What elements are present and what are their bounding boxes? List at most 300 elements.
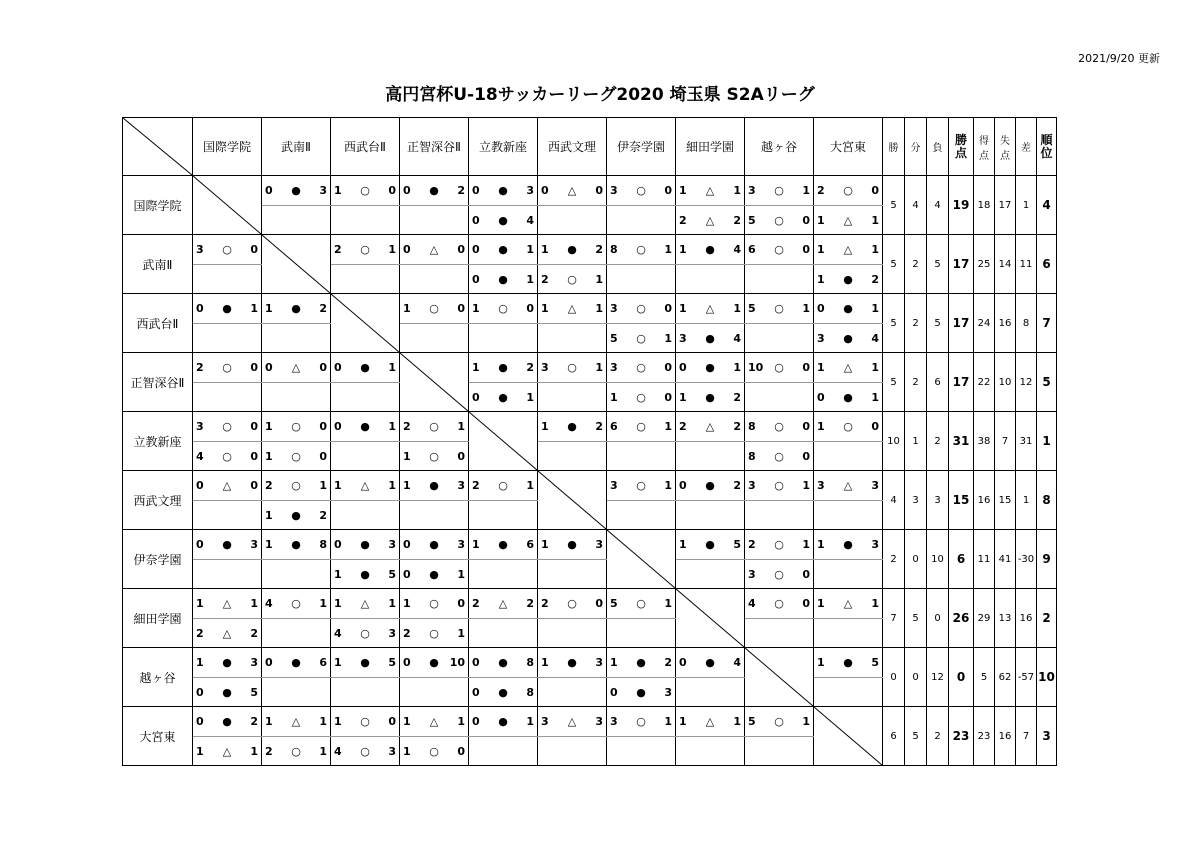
match-result-first — [331, 353, 400, 383]
stat-rank: 10 — [1037, 648, 1057, 707]
score-line — [676, 361, 744, 374]
match-result-second — [193, 737, 262, 766]
match-result-second — [400, 324, 469, 353]
match-result-second — [262, 324, 331, 353]
score-line — [538, 597, 606, 610]
match-result-second — [538, 678, 607, 707]
match-result-first — [469, 707, 538, 737]
score-away: 4 — [733, 243, 742, 256]
stat-header-goals-for-line2: 点 — [979, 150, 989, 162]
result-symbol: ● — [360, 538, 370, 551]
score-home: 0 — [196, 302, 204, 315]
match-result-second — [469, 501, 538, 530]
result-symbol: ● — [291, 656, 301, 669]
diagonal-line — [262, 235, 330, 293]
score-home: 1 — [196, 597, 204, 610]
score-line — [331, 361, 399, 374]
score-away: 1 — [871, 243, 880, 256]
score-home: 3 — [610, 715, 618, 728]
score-home: 1 — [817, 656, 825, 669]
score-line — [331, 184, 399, 197]
score-home: 2 — [472, 479, 480, 492]
match-result-first — [538, 530, 607, 560]
score-line — [538, 538, 606, 551]
score-away: 4 — [733, 656, 742, 669]
score-home: 1 — [679, 243, 687, 256]
match-result-first — [331, 235, 400, 265]
result-symbol: ○ — [774, 538, 784, 551]
updated-date: 2021/9/20 更新 — [1078, 52, 1160, 65]
self-match-cell — [331, 294, 400, 353]
match-result-second — [331, 619, 400, 648]
stat-d: 2 — [905, 235, 927, 294]
match-result-first — [331, 412, 400, 442]
score-home: 4 — [334, 626, 342, 640]
stat-diff: 8 — [1016, 294, 1037, 353]
match-result-first — [745, 471, 814, 501]
score-home: 0 — [817, 302, 825, 315]
score-home: 1 — [541, 302, 549, 315]
match-result-second — [745, 383, 814, 412]
match-result-second — [193, 560, 262, 589]
stat-diff: -30 — [1016, 530, 1037, 589]
result-symbol: ● — [567, 656, 577, 669]
match-result-second — [676, 501, 745, 530]
corner-diagonal — [123, 118, 192, 175]
match-result-second — [193, 678, 262, 707]
team-row-top — [123, 471, 1057, 501]
score-home: 0 — [472, 390, 480, 404]
score-line — [745, 420, 813, 433]
score-away: 0 — [457, 744, 466, 758]
score-line — [193, 656, 261, 669]
match-result-first — [538, 412, 607, 442]
match-result-first — [676, 412, 745, 442]
stat-w: 5 — [883, 235, 905, 294]
result-symbol: ● — [360, 420, 370, 433]
result-symbol: ● — [843, 390, 853, 404]
result-symbol: ● — [498, 184, 508, 197]
result-symbol: ○ — [291, 449, 301, 463]
match-result-second — [814, 383, 883, 412]
stat-l: 5 — [927, 235, 949, 294]
score-home: 2 — [196, 626, 204, 640]
result-symbol: ○ — [636, 302, 646, 315]
score-home: 0 — [472, 213, 480, 227]
score-home: 1 — [334, 715, 342, 728]
result-symbol: ● — [498, 390, 508, 404]
result-symbol: ○ — [498, 302, 508, 315]
score-line — [400, 568, 468, 581]
score-away: 1 — [388, 243, 397, 256]
result-symbol: ● — [360, 567, 370, 581]
match-result-second — [676, 206, 745, 235]
match-result-second — [745, 560, 814, 589]
score-away: 3 — [595, 656, 604, 669]
result-symbol: ● — [498, 715, 508, 728]
result-symbol: ● — [498, 656, 508, 669]
match-result-second — [814, 501, 883, 530]
result-symbol: ● — [498, 538, 508, 551]
match-result-second — [193, 265, 262, 294]
match-result-first — [262, 648, 331, 678]
result-symbol: △ — [567, 715, 577, 728]
match-result-second — [538, 737, 607, 766]
self-match-cell — [262, 235, 331, 294]
score-line — [469, 184, 537, 197]
score-home: 0 — [265, 361, 273, 374]
match-result-second — [400, 678, 469, 707]
stat-header-goals-for-line1: 得 — [979, 135, 989, 147]
result-symbol: ○ — [636, 331, 646, 345]
stat-header-w: 勝 — [883, 118, 905, 176]
stat-d: 1 — [905, 412, 927, 471]
match-result-first — [607, 707, 676, 737]
match-result-first — [469, 648, 538, 678]
team-row-top — [123, 176, 1057, 206]
stat-ga: 17 — [995, 176, 1016, 235]
score-home: 0 — [334, 538, 342, 551]
score-away: 1 — [526, 479, 535, 492]
score-away: 1 — [871, 361, 880, 374]
score-home: 1 — [265, 715, 273, 728]
result-symbol: △ — [222, 626, 232, 640]
score-line — [262, 745, 330, 758]
score-home: 1 — [541, 656, 549, 669]
column-header-team: 西武台Ⅱ — [331, 118, 400, 176]
score-home: 6 — [610, 420, 618, 433]
score-line — [331, 715, 399, 728]
score-line — [814, 479, 882, 492]
stat-ga: 16 — [995, 707, 1016, 766]
result-symbol: ○ — [429, 420, 439, 433]
score-line — [469, 538, 537, 551]
match-result-second — [262, 442, 331, 471]
score-home: 1 — [679, 715, 687, 728]
score-home: 1 — [265, 538, 273, 551]
match-result-second — [331, 442, 400, 471]
stat-w: 7 — [883, 589, 905, 648]
result-symbol: ○ — [291, 420, 301, 433]
score-line — [814, 332, 882, 345]
score-home: 2 — [541, 597, 549, 610]
score-line — [262, 597, 330, 610]
result-symbol: △ — [291, 715, 301, 728]
score-line — [469, 302, 537, 315]
score-away: 1 — [802, 479, 811, 492]
stat-header-goals-for — [974, 118, 995, 176]
score-home: 1 — [817, 213, 825, 227]
score-away: 3 — [457, 479, 466, 492]
score-away: 1 — [871, 390, 880, 404]
score-line — [400, 597, 468, 610]
result-symbol: ● — [705, 243, 715, 256]
self-match-cell — [538, 471, 607, 530]
result-symbol: ○ — [429, 302, 439, 315]
score-line — [469, 391, 537, 404]
match-result-first — [814, 530, 883, 560]
match-result-second — [607, 501, 676, 530]
match-result-first — [814, 235, 883, 265]
stat-d: 2 — [905, 294, 927, 353]
score-home: 1 — [541, 243, 549, 256]
team-row-top — [123, 353, 1057, 383]
score-line — [262, 715, 330, 728]
score-line — [607, 479, 675, 492]
stat-w: 4 — [883, 471, 905, 530]
match-result-first — [745, 235, 814, 265]
match-result-second — [469, 678, 538, 707]
match-result-second — [262, 501, 331, 530]
match-result-first — [400, 294, 469, 324]
match-result-second — [331, 383, 400, 412]
score-away: 2 — [319, 302, 328, 315]
team-row-top — [123, 707, 1057, 737]
score-line — [469, 273, 537, 286]
score-line — [538, 656, 606, 669]
diagonal-line — [469, 412, 537, 470]
score-home: 5 — [748, 715, 756, 728]
score-line — [400, 420, 468, 433]
score-away: 0 — [319, 361, 328, 374]
score-away: 3 — [388, 538, 397, 551]
score-line — [331, 538, 399, 551]
stat-w: 5 — [883, 353, 905, 412]
score-line — [331, 243, 399, 256]
score-away: 6 — [526, 538, 535, 551]
score-away: 5 — [733, 538, 742, 551]
score-home: 5 — [610, 597, 618, 610]
league-table — [122, 117, 1057, 766]
score-line — [814, 391, 882, 404]
match-result-first — [607, 648, 676, 678]
score-home: 1 — [679, 390, 687, 404]
match-result-second — [745, 619, 814, 648]
match-result-second — [331, 265, 400, 294]
match-result-second — [814, 619, 883, 648]
team-row-top — [123, 235, 1057, 265]
stat-gf: 23 — [974, 707, 995, 766]
stat-l: 10 — [927, 530, 949, 589]
score-away: 2 — [250, 626, 259, 640]
match-result-first — [745, 412, 814, 442]
score-home: 3 — [541, 715, 549, 728]
result-symbol: ○ — [567, 361, 577, 374]
score-home: 0 — [403, 538, 411, 551]
score-line — [331, 745, 399, 758]
match-result-first — [538, 707, 607, 737]
match-result-second — [745, 324, 814, 353]
result-symbol: ○ — [843, 420, 853, 433]
match-result-second — [814, 265, 883, 294]
score-away: 0 — [871, 420, 880, 433]
result-symbol: ○ — [429, 449, 439, 463]
score-line — [745, 302, 813, 315]
score-home: 0 — [265, 656, 273, 669]
score-line — [400, 302, 468, 315]
stat-rank: 3 — [1037, 707, 1057, 766]
stat-diff: -57 — [1016, 648, 1037, 707]
score-home: 2 — [472, 597, 480, 610]
score-home: 1 — [265, 508, 273, 522]
match-result-second — [331, 678, 400, 707]
result-symbol: ○ — [360, 626, 370, 640]
score-line — [607, 686, 675, 699]
match-result-first — [538, 294, 607, 324]
score-home: 3 — [610, 184, 618, 197]
stat-header-rank-line2: 位 — [1040, 145, 1053, 160]
score-line — [331, 597, 399, 610]
result-symbol: ○ — [291, 479, 301, 492]
score-line — [400, 450, 468, 463]
match-result-second — [538, 383, 607, 412]
result-symbol: ○ — [774, 479, 784, 492]
match-result-first — [676, 530, 745, 560]
result-symbol: ○ — [774, 361, 784, 374]
match-result-second — [262, 560, 331, 589]
score-line — [676, 214, 744, 227]
match-result-second — [607, 619, 676, 648]
score-away: 5 — [871, 656, 880, 669]
match-result-second — [538, 265, 607, 294]
score-home: 1 — [334, 597, 342, 610]
match-result-first — [400, 176, 469, 206]
match-result-second — [262, 678, 331, 707]
score-away: 1 — [664, 331, 673, 345]
score-line — [607, 656, 675, 669]
score-line — [538, 715, 606, 728]
score-away: 0 — [526, 302, 535, 315]
match-result-first — [400, 412, 469, 442]
stat-d: 0 — [905, 530, 927, 589]
score-home: 2 — [541, 272, 549, 286]
match-result-first — [676, 353, 745, 383]
result-symbol: ○ — [774, 597, 784, 610]
match-result-second — [193, 501, 262, 530]
stat-w: 5 — [883, 176, 905, 235]
score-line — [331, 420, 399, 433]
score-home: 1 — [610, 656, 618, 669]
match-result-second — [469, 265, 538, 294]
match-result-first — [745, 589, 814, 619]
score-away: 0 — [457, 597, 466, 610]
match-result-second — [745, 206, 814, 235]
score-home: 1 — [403, 449, 411, 463]
match-result-second — [400, 560, 469, 589]
score-line — [262, 538, 330, 551]
match-result-second — [676, 383, 745, 412]
match-result-first — [193, 235, 262, 265]
score-away: 1 — [802, 715, 811, 728]
score-home: 1 — [334, 479, 342, 492]
score-away: 0 — [595, 597, 604, 610]
stat-rank: 9 — [1037, 530, 1057, 589]
result-symbol: ● — [636, 685, 646, 699]
score-home: 0 — [610, 685, 618, 699]
result-symbol: ● — [429, 656, 439, 669]
result-symbol: △ — [360, 479, 370, 492]
score-away: 0 — [595, 184, 604, 197]
score-home: 1 — [196, 656, 204, 669]
self-match-cell — [814, 707, 883, 766]
score-line — [676, 184, 744, 197]
score-home: 0 — [679, 656, 687, 669]
score-away: 1 — [457, 420, 466, 433]
score-away: 2 — [595, 243, 604, 256]
score-home: 1 — [472, 538, 480, 551]
score-line — [193, 420, 261, 433]
score-line — [814, 302, 882, 315]
score-line — [745, 243, 813, 256]
score-away: 0 — [802, 243, 811, 256]
score-away: 0 — [802, 567, 811, 581]
diagonal-line — [607, 530, 675, 588]
score-line — [607, 361, 675, 374]
score-home: 1 — [403, 744, 411, 758]
score-away: 8 — [319, 538, 328, 551]
match-result-first — [814, 176, 883, 206]
score-line — [262, 479, 330, 492]
result-symbol: ● — [222, 302, 232, 315]
score-line — [262, 420, 330, 433]
score-home: 1 — [679, 538, 687, 551]
match-result-second — [331, 206, 400, 235]
score-line — [400, 479, 468, 492]
self-match-cell — [400, 353, 469, 412]
score-line — [745, 538, 813, 551]
result-symbol: ● — [429, 184, 439, 197]
stat-w: 6 — [883, 707, 905, 766]
stat-rank: 6 — [1037, 235, 1057, 294]
match-result-first — [262, 530, 331, 560]
score-home: 1 — [541, 420, 549, 433]
score-line — [676, 420, 744, 433]
score-line — [745, 568, 813, 581]
score-away: 2 — [733, 390, 742, 404]
score-line — [400, 656, 468, 669]
score-home: 0 — [679, 361, 687, 374]
score-home: 2 — [265, 744, 273, 758]
match-result-second — [607, 383, 676, 412]
score-line — [745, 361, 813, 374]
match-result-first — [262, 294, 331, 324]
result-symbol: △ — [222, 479, 232, 492]
team-row-top — [123, 530, 1057, 560]
result-symbol: ● — [291, 302, 301, 315]
score-away: 1 — [733, 715, 742, 728]
score-line — [676, 715, 744, 728]
score-line — [262, 656, 330, 669]
score-away: 3 — [388, 744, 397, 758]
match-result-first — [193, 353, 262, 383]
result-symbol: △ — [843, 243, 853, 256]
match-result-second — [607, 265, 676, 294]
score-home: 1 — [541, 538, 549, 551]
row-header-team: 大宮東 — [123, 707, 193, 766]
match-result-second — [400, 619, 469, 648]
result-symbol: △ — [222, 597, 232, 610]
score-home: 1 — [679, 302, 687, 315]
match-result-second — [814, 324, 883, 353]
row-header-team: 西武台Ⅱ — [123, 294, 193, 353]
match-result-second — [400, 737, 469, 766]
stat-pts: 0 — [949, 648, 974, 707]
score-home: 0 — [817, 390, 825, 404]
score-home: 1 — [265, 449, 273, 463]
result-symbol: ○ — [291, 597, 301, 610]
stat-gf: 22 — [974, 353, 995, 412]
result-symbol: ● — [291, 538, 301, 551]
